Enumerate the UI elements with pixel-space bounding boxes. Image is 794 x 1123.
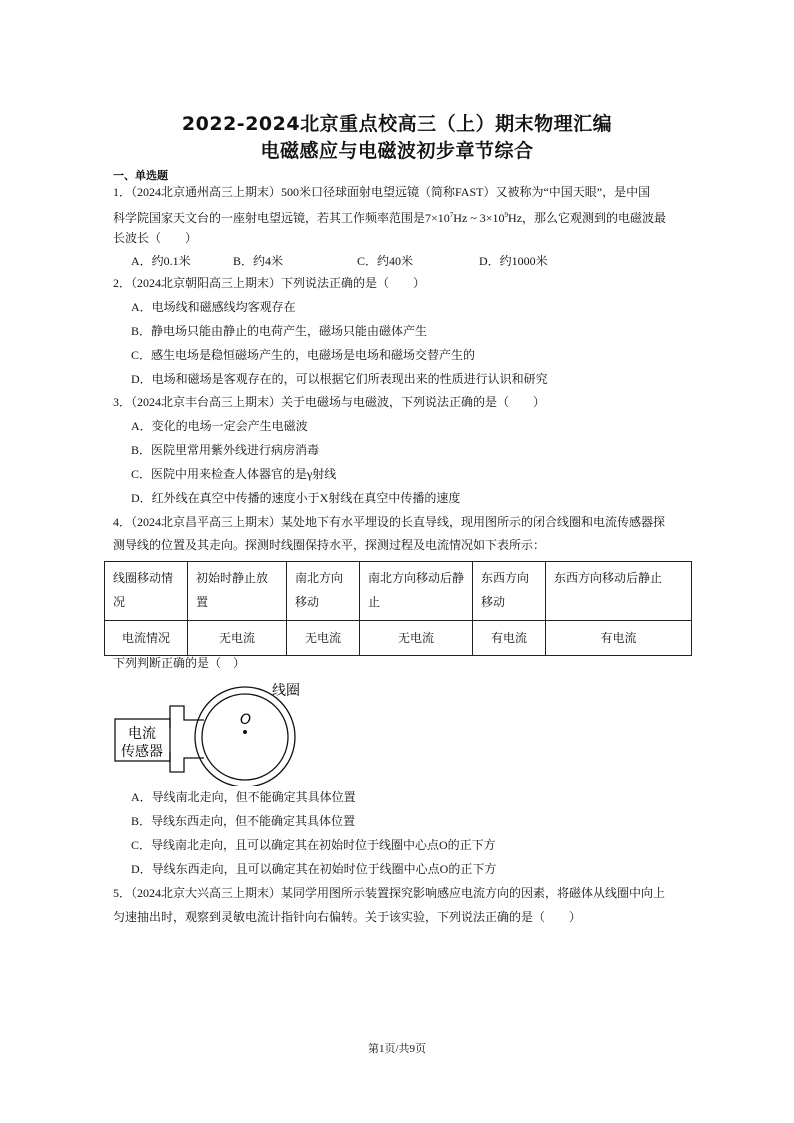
table-cell: 初始时静止放置 <box>188 562 287 621</box>
table-cell: 电流情况 <box>105 621 188 656</box>
table-cell: 有电流 <box>546 621 692 656</box>
q4-figure <box>100 676 320 786</box>
q4-option-c: C．导线南北走向，且可以确定其在初始时位于线圈中心点O的正下方 <box>131 838 496 852</box>
coil-inner <box>202 694 288 780</box>
q2-option-b: B．静电场只能由静止的电荷产生，磁场只能由磁体产生 <box>131 324 428 338</box>
q3-option-b: B．医院里常用紫外线进行病房消毒 <box>131 443 320 457</box>
q1-line2-c: Hz，那么它观测到的电磁波最 <box>508 211 667 225</box>
center-point <box>243 730 247 734</box>
q3-stem: 3．（2024北京丰台高三上期末）关于电磁场与电磁波，下列说法正确的是（ ） <box>113 395 546 409</box>
q1-option-c: C．约40米 <box>357 254 414 268</box>
table-cell: 有电流 <box>473 621 546 656</box>
q2-option-c: C．感生电场是稳恒磁场产生的，电磁场是电场和磁场交替产生的 <box>131 348 476 362</box>
q3-option-d: D．红外线在真空中传播的速度小于X射线在真空中传播的速度 <box>131 491 461 505</box>
section-heading: 一、单选题 <box>113 169 168 182</box>
q1-option-b: B．约4米 <box>233 254 284 268</box>
q1-exponent-1: 7 <box>449 211 454 219</box>
coil-label: 线圈 <box>272 683 300 699</box>
table-cell: 线圈移动情况 <box>105 562 188 621</box>
table-cell: 无电流 <box>360 621 473 656</box>
q3-option-c: C．医院中用来检查人体器官的是γ射线 <box>131 467 337 481</box>
q1-line1: 1．（2024北京通州高三上期末）500米口径球面射电望远镜（简称FAST）又被称为“中国天眼”，是中国 <box>113 185 651 199</box>
q2-stem: 2．（2024北京朝阳高三上期末）下列说法正确的是（ ） <box>113 276 426 290</box>
q1-option-d: D．约1000米 <box>479 254 548 268</box>
sensor-label-line1: 电流 <box>128 726 156 742</box>
q1-option-a: A．约0.1米 <box>131 254 191 268</box>
table-cell: 东西方向移动 <box>473 562 546 621</box>
table-row <box>105 562 692 621</box>
table-row <box>105 621 692 656</box>
q4-option-d: D．导线东西走向，且可以确定其在初始时位于线圈中心点O的正下方 <box>131 862 497 876</box>
q4-line2: 测导线的位置及其走向。探测时线圈保持水平，探测过程及电流情况如下表所示： <box>113 538 546 552</box>
q2-option-d: D．电场和磁场是客观存在的，可以根据它们所表现出来的性质进行认识和研究 <box>131 372 548 386</box>
table-cell: 无电流 <box>188 621 287 656</box>
page-footer: 第1页/共9页 <box>367 1043 427 1055</box>
page-title-line1: 2022-2024北京重点校高三（上）期末物理汇编 <box>181 113 613 135</box>
q5-line1: 5．（2024北京大兴高三上期末）某同学用图所示装置探究影响感应电流方向的因素，将磁体从线圈中向上 <box>113 886 666 900</box>
q1-line3: 长波长（ ） <box>113 231 198 245</box>
q1-line2 <box>113 207 666 226</box>
q4-option-b: B．导线东西走向，但不能确定其具体位置 <box>131 814 356 828</box>
table-cell: 无电流 <box>287 621 360 656</box>
q1-exponent-2: 9 <box>504 211 509 219</box>
q4-line1: 4．（2024北京昌平高三上期末）某处地下有水平埋设的长直导线，现用图所示的闭合线圈和电流传感器探 <box>113 515 666 529</box>
q4-after-table: 下列判断正确的是（ ） <box>113 656 246 670</box>
coil-outer <box>195 687 295 786</box>
table-cell: 南北方向移动后静止 <box>360 562 473 621</box>
q5-line2: 匀速抽出时，观察到灵敏电流计指针向右偏转。关于该实验，下列说法正确的是（ ） <box>113 910 582 924</box>
q2-option-a: A．电场线和磁感线均客观存在 <box>131 300 296 314</box>
q1-line2-b: Hz ~ 3×10 <box>453 211 505 225</box>
center-label: O <box>240 712 252 728</box>
table-cell: 东西方向移动后静止 <box>546 562 692 621</box>
table-cell: 南北方向移动 <box>287 562 360 621</box>
page-title-line2: 电磁感应与电磁波初步章节综合 <box>260 140 534 162</box>
q4-table <box>104 561 692 656</box>
q4-option-a: A．导线南北走向，但不能确定其具体位置 <box>131 790 356 804</box>
sensor-label-line2: 传感器 <box>121 744 163 760</box>
q3-option-a: A．变化的电场一定会产生电磁波 <box>131 419 308 433</box>
q1-line2-a: 科学院国家天文台的一座射电望远镜，若其工作频率范围是7×10 <box>113 211 450 225</box>
